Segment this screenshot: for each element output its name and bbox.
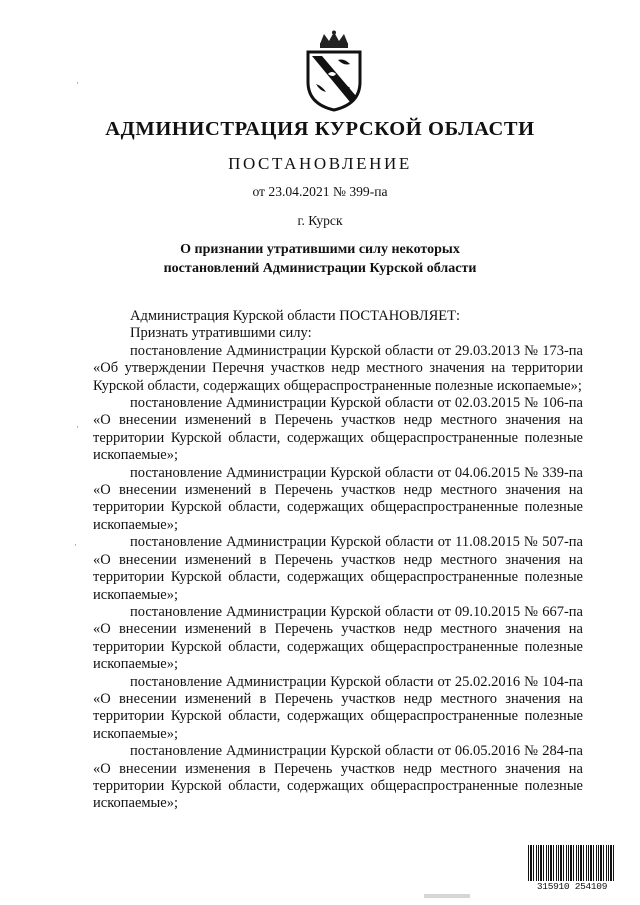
barcode-number: 315910 254109 [536, 881, 608, 892]
document-type: ПОСТАНОВЛЕНИЕ [228, 154, 412, 173]
agency-title: АДМИНИСТРАЦИЯ КУРСКОЙ ОБЛАСТИ [105, 118, 535, 140]
list-item: постановление Администрации Курской области от 25.02.2016 № 104-па «О внесении изменений в Перечень участков недр местного значения на территории Курской области, содержащих общераспространенные полезные ископаемые»; [93, 673, 583, 742]
barcode-icon [528, 845, 616, 881]
list-item: постановление Администрации Курской области от 02.03.2015 № 106-па «О внесении изменений в Перечень участков недр местного значения на территории Курской области, содержащих общераспространенные полезные ископаемые»; [93, 395, 583, 464]
document-city: г. Курск [297, 213, 343, 228]
preamble: Администрация Курской области ПОСТАНОВЛЯЕТ: [130, 308, 461, 324]
scan-artifact [424, 894, 470, 898]
document-subject [0, 240, 640, 278]
document-date-number: от 23.04.2021 № 399-па [252, 184, 388, 199]
list-item: постановление Администрации Курской области от 06.05.2016 № 284-па «О внесении изменения в Перечень участков недр местного значения на территории Курской области, содержащих общераспространенные полезные ископаемые»; [93, 743, 583, 812]
list-item: постановление Администрации Курской области от 04.06.2015 № 339-па «О внесении изменений в Перечень участков недр местного значения на территории Курской области, содержащих общераспространенные полезные ископаемые»; [93, 464, 583, 533]
scan-speck: · [74, 540, 77, 550]
list-item: постановление Администрации Курской области от 29.03.2013 № 173-па «Об утверждении Перечня участков недр местного значения на территории Курской области, содержащих общераспространенные полезные ископаемые»; [93, 342, 583, 394]
scan-speck: · [76, 422, 79, 432]
subject-line-2: постановлений Администрации Курской области [163, 261, 477, 276]
scan-speck: · [76, 78, 79, 88]
list-item: постановление Администрации Курской области от 11.08.2015 № 507-па «О внесении изменений в Перечень участков недр местного значения на территории Курской области, содержащих общераспространенные полезные ископаемые»; [93, 534, 583, 603]
document-body [93, 308, 583, 813]
kursk-coat-of-arms-icon [298, 30, 370, 112]
list-item: постановление Администрации Курской области от 09.10.2015 № 667-па «О внесении изменений в Перечень участков недр местного значения на территории Курской области, содержащих общераспространенные полезные ископаемые»; [93, 603, 583, 673]
subject-line-1: О признании утратившими силу некоторых [180, 242, 460, 257]
barcode [528, 845, 616, 893]
lead-text: Признать утратившими силу: [130, 325, 312, 342]
